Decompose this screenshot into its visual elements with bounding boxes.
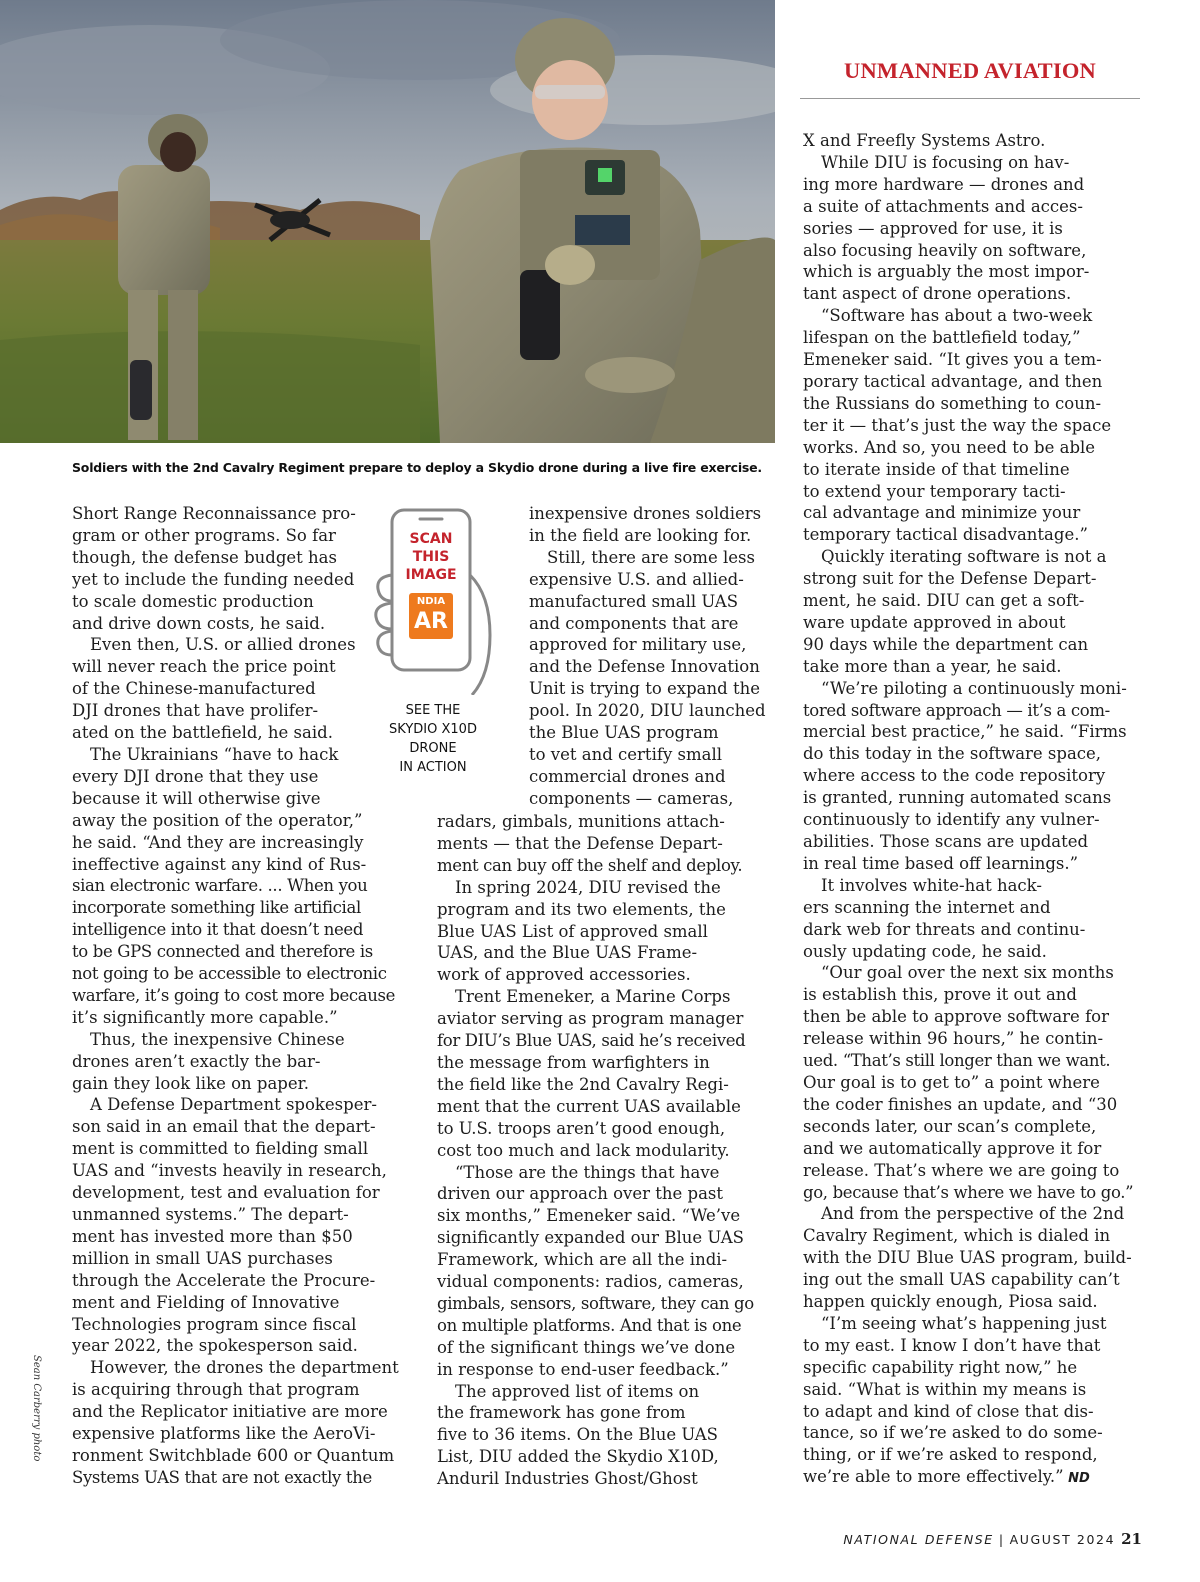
text-line: In spring 2024, DIU revised the bbox=[455, 877, 721, 897]
text-line: gimbals, sensors, software, they can go bbox=[437, 1293, 754, 1313]
text-line: works. And so, you need to be able bbox=[803, 437, 1096, 457]
text-line: Short Range Reconnaissance pro- bbox=[72, 504, 356, 523]
text-line: is granted, running automated scans bbox=[803, 788, 1112, 808]
article-column-1 bbox=[72, 503, 412, 1489]
text-line: UAS, and the Blue UAS Frame- bbox=[437, 943, 698, 963]
text-line: ment that the current UAS available bbox=[437, 1096, 741, 1116]
text-line: ued. “That’s still longer than we want. bbox=[803, 1051, 1111, 1071]
text-line: the coder finishes an update, and “30 bbox=[803, 1094, 1118, 1114]
text-line: the message from warfighters in bbox=[437, 1052, 710, 1072]
text-line: is establish this, prove it out and bbox=[803, 985, 1077, 1005]
ar-promo[interactable] bbox=[368, 505, 498, 777]
text-line: to scale domestic production bbox=[72, 591, 314, 611]
text-line: and drive down costs, he said. bbox=[72, 613, 326, 633]
text-line: A Defense Department spokesper- bbox=[90, 1095, 377, 1115]
text-line: Thus, the inexpensive Chinese bbox=[90, 1029, 345, 1049]
text-line: to vet and certify small bbox=[529, 744, 723, 764]
text-line: continuously to identify any vulner- bbox=[803, 810, 1100, 830]
text-line: ment and Fielding of Innovative bbox=[72, 1292, 340, 1312]
text-line: incorporate something like artificial bbox=[72, 898, 361, 918]
text-line: program and its two elements, the bbox=[437, 899, 726, 919]
text-line: DJI drones that have prolifer- bbox=[72, 701, 319, 721]
text-line: through the Accelerate the Procure- bbox=[72, 1270, 376, 1290]
text-line: approved for military use, bbox=[529, 635, 747, 655]
issue-date: AUGUST 2024 bbox=[1009, 1532, 1116, 1547]
text-line: manufactured small UAS bbox=[529, 591, 739, 611]
text-line: of the significant things we’ve done bbox=[437, 1337, 736, 1357]
text-line: dark web for threats and continu- bbox=[803, 919, 1086, 939]
text-line: Emeneker said. “It gives you a tem- bbox=[803, 350, 1102, 370]
text-line: Unit is trying to expand the bbox=[529, 679, 760, 699]
text-line: expensive U.S. and allied- bbox=[529, 569, 744, 589]
text-line: “Our goal over the next six months bbox=[821, 963, 1114, 983]
text-line: sian electronic warfare. ... When you bbox=[72, 876, 368, 896]
page-number: 21 bbox=[1121, 1530, 1142, 1548]
text-line: Still, there are some less bbox=[547, 547, 755, 567]
text-line: “Software has about a two-week bbox=[821, 306, 1093, 326]
text-line: abilities. Those scans are updated bbox=[803, 832, 1089, 851]
text-line: And from the perspective of the 2nd bbox=[821, 1204, 1125, 1224]
text-line: X and Freefly Systems Astro. bbox=[803, 131, 1046, 150]
article-column-3 bbox=[803, 130, 1143, 1490]
text-line: 90 days while the department can bbox=[803, 634, 1089, 654]
text-line: vidual components: radios, cameras, bbox=[437, 1272, 744, 1292]
text-line: While DIU is focusing on hav- bbox=[821, 152, 1070, 172]
text-line: Anduril Industries Ghost/Ghost bbox=[437, 1469, 698, 1489]
text-line: Framework, which are all the indi- bbox=[437, 1250, 728, 1270]
text-line: Systems UAS that are not exactly the bbox=[72, 1467, 372, 1487]
text-line: to extend your temporary tacti- bbox=[803, 481, 1066, 501]
text-line: components — cameras, bbox=[529, 788, 734, 808]
text-line: drones aren’t exactly the bar- bbox=[72, 1051, 321, 1071]
text-line: List, DIU added the Skydio X10D, bbox=[437, 1447, 719, 1467]
text-line: ronment Switchblade 600 or Quantum bbox=[72, 1445, 395, 1465]
text-line: Quickly iterating software is not a bbox=[821, 547, 1107, 567]
text-line: release. That’s where we are going to bbox=[803, 1160, 1120, 1180]
text-line: “Those are the things that have bbox=[455, 1162, 720, 1182]
text-line: will never reach the price point bbox=[72, 657, 336, 677]
text-line: sories — approved for use, it is bbox=[803, 218, 1063, 238]
text-line: every DJI drone that they use bbox=[72, 766, 319, 786]
text-line: take more than a year, he said. bbox=[803, 656, 1062, 676]
article-photo bbox=[0, 0, 775, 443]
text-line: where access to the code repository bbox=[803, 766, 1106, 786]
text-line: ment is committed to fielding small bbox=[72, 1139, 369, 1159]
text-line: and the Replicator initiative are more bbox=[72, 1402, 388, 1422]
text-line: mercial best practice,” he said. “Firms bbox=[803, 722, 1127, 742]
text-line: unmanned systems.” The depart- bbox=[72, 1205, 349, 1224]
text-line: ated on the battlefield, he said. bbox=[72, 723, 333, 743]
text-line: pool. In 2020, DIU launched bbox=[529, 701, 766, 721]
text-line: in response to end-user feedback.” bbox=[437, 1359, 729, 1379]
text-line: ers scanning the internet and bbox=[803, 897, 1051, 917]
text-line: of the Chinese-manufactured bbox=[72, 679, 316, 699]
text-line: ously updating code, he said. bbox=[803, 941, 1047, 961]
publication-name: NATIONAL DEFENSE bbox=[843, 1532, 994, 1547]
text-line: in real time based off learnings.” bbox=[803, 853, 1079, 873]
text-line: also focusing heavily on software, bbox=[803, 240, 1087, 260]
text-line: the Russians do something to coun- bbox=[803, 393, 1102, 413]
text-line: to adapt and kind of close that dis- bbox=[803, 1401, 1094, 1421]
section-divider bbox=[800, 98, 1140, 99]
text-line: However, the drones the department bbox=[90, 1358, 399, 1378]
text-line: though, the defense budget has bbox=[72, 547, 337, 567]
text-line: development, test and evaluation for bbox=[72, 1183, 380, 1203]
text-line: intelligence into it that doesn’t need bbox=[72, 920, 364, 940]
text-line: The Ukrainians “have to hack bbox=[90, 744, 339, 764]
text-line: which is arguably the most impor- bbox=[803, 262, 1090, 282]
text-line: tant aspect of drone operations. bbox=[803, 284, 1072, 304]
text-line: specific capability right now,” he bbox=[803, 1357, 1078, 1377]
text-line: because it will otherwise give bbox=[72, 788, 321, 808]
text-line: work of approved accessories. bbox=[437, 965, 691, 985]
text-line: expensive platforms like the AeroVi- bbox=[72, 1424, 376, 1444]
text-line: UAS and “invests heavily in research, bbox=[72, 1161, 387, 1181]
text-line: cost too much and lack modularity. bbox=[437, 1140, 730, 1160]
soldiers-drone-photo bbox=[0, 0, 775, 443]
text-line: warfare, it’s going to cost more because bbox=[72, 985, 396, 1005]
article-column-2-top bbox=[529, 503, 779, 810]
text-line: go, because that’s where we have to go.” bbox=[803, 1182, 1134, 1202]
text-line: the framework has gone from bbox=[437, 1403, 686, 1423]
photo-caption: Soldiers with the 2nd Cavalry Regiment prepare to deploy a Skydio drone during a live fire exercise. bbox=[72, 460, 762, 475]
text-line: for DIU’s Blue UAS, said he’s received bbox=[437, 1031, 746, 1051]
ar-promo-caption: SEE THE SKYDIO X10D DRONE IN ACTION bbox=[389, 703, 477, 775]
text-line: million in small UAS purchases bbox=[72, 1248, 333, 1268]
text-line: It involves white-hat hack- bbox=[821, 875, 1042, 895]
text-line: Technologies program since fiscal bbox=[72, 1314, 357, 1334]
text-line: and we automatically approve it for bbox=[803, 1138, 1102, 1158]
footer-separator: | bbox=[998, 1532, 1005, 1547]
text-line: yet to include the funding needed bbox=[72, 569, 355, 589]
text-line: “We’re piloting a continuously moni- bbox=[821, 678, 1127, 698]
text-line: and the Defense Innovation bbox=[529, 657, 760, 677]
text-line: happen quickly enough, Piosa said. bbox=[803, 1292, 1098, 1312]
text-line: in the field are looking for. bbox=[529, 525, 752, 545]
text-line: inexpensive drones soldiers bbox=[529, 504, 762, 523]
text-line: on multiple platforms. And that is one bbox=[437, 1315, 742, 1335]
text-line: not going to be accessible to electronic bbox=[72, 964, 387, 984]
text-line: driven our approach over the past bbox=[437, 1184, 724, 1204]
text-line: tored software approach — it’s a com- bbox=[803, 700, 1110, 720]
text-line: cal advantage and minimize your bbox=[803, 503, 1081, 523]
text-line: ment, he said. DIU can get a soft- bbox=[803, 591, 1085, 611]
text-line: with the DIU Blue UAS program, build- bbox=[803, 1248, 1132, 1268]
text-line: to U.S. troops aren’t good enough, bbox=[437, 1118, 726, 1138]
text-line: and components that are bbox=[529, 613, 739, 633]
text-line: ware update approved in about bbox=[803, 612, 1066, 632]
text-line: is acquiring through that program bbox=[72, 1380, 360, 1400]
text-line: gain they look like on paper. bbox=[72, 1073, 309, 1093]
text-line: Blue UAS List of approved small bbox=[437, 921, 708, 941]
text-line: ment has invested more than $50 bbox=[72, 1226, 353, 1246]
end-mark: ND bbox=[1063, 1471, 1090, 1487]
text-line: away the position of the operator,” bbox=[72, 810, 363, 830]
text-line: then be able to approve software for bbox=[803, 1007, 1109, 1027]
text-line: ment can buy off the shelf and deploy. bbox=[437, 855, 743, 875]
text-line: temporary tactical disadvantage.” bbox=[803, 525, 1088, 545]
text-line: ing more hardware — drones and bbox=[803, 174, 1085, 194]
ndia-ar-badge: NDIA AR bbox=[409, 593, 453, 639]
text-line: thing, or if we’re asked to respond, bbox=[803, 1445, 1098, 1465]
text-line: he said. “And they are increasingly bbox=[72, 832, 364, 852]
text-line: ineffective against any kind of Rus- bbox=[72, 854, 367, 874]
text-line: commercial drones and bbox=[529, 766, 726, 786]
text-line: lifespan on the battlefield today,” bbox=[803, 328, 1081, 348]
text-line: to be GPS connected and therefore is bbox=[72, 942, 373, 962]
text-line: tance, so if we’re asked to do some- bbox=[803, 1423, 1103, 1443]
text-line: a suite of attachments and acces- bbox=[803, 196, 1083, 216]
article-column-2-bottom bbox=[437, 811, 777, 1490]
text-line: do this today in the software space, bbox=[803, 744, 1102, 764]
text-line: we’re able to more effectively.” ND bbox=[803, 1467, 1090, 1487]
text-line: the Blue UAS program bbox=[529, 723, 719, 743]
text-line: “I’m seeing what’s happening just bbox=[821, 1313, 1107, 1333]
text-line: aviator serving as program manager bbox=[437, 1009, 744, 1029]
scan-this-image-label: SCAN THIS IMAGE bbox=[405, 531, 457, 583]
text-line: release within 96 hours,” he contin- bbox=[803, 1029, 1104, 1049]
text-line: significantly expanded our Blue UAS bbox=[437, 1228, 744, 1248]
text-line: five to 36 items. On the Blue UAS bbox=[437, 1425, 718, 1445]
text-line: to my east. I know I don’t have that bbox=[803, 1335, 1101, 1355]
text-line: said. “What is within my means is bbox=[803, 1379, 1087, 1399]
text-line: The approved list of items on bbox=[455, 1381, 700, 1401]
text-line: son said in an email that the depart- bbox=[72, 1117, 376, 1137]
text-line: the field like the 2nd Cavalry Regi- bbox=[437, 1074, 729, 1094]
text-line: six months,” Emeneker said. “We’ve bbox=[437, 1206, 741, 1226]
text-line: it’s significantly more capable.” bbox=[72, 1007, 338, 1027]
text-line: Even then, U.S. or allied drones bbox=[90, 635, 356, 655]
text-line: strong suit for the Defense Depart- bbox=[803, 569, 1097, 589]
text-line: to iterate inside of that timeline bbox=[803, 459, 1070, 479]
text-line: ter it — that’s just the way the space bbox=[803, 415, 1112, 435]
section-title: UNMANNED AVIATION bbox=[844, 58, 1096, 83]
text-line: ments — that the Defense Depart- bbox=[437, 833, 723, 853]
text-line: porary tactical advantage, and then bbox=[803, 371, 1103, 391]
photo-credit: Sean Carberry photo bbox=[31, 1355, 42, 1462]
text-line: Our goal is to get to” a point where bbox=[803, 1072, 1100, 1092]
text-line: Trent Emeneker, a Marine Corps bbox=[455, 987, 731, 1007]
text-line: ing out the small UAS capability can’t bbox=[803, 1270, 1120, 1290]
page-footer bbox=[843, 1530, 1142, 1548]
text-line: seconds later, our scan’s complete, bbox=[803, 1116, 1097, 1136]
text-line: Cavalry Regiment, which is dialed in bbox=[803, 1226, 1111, 1246]
text-line: year 2022, the spokesperson said. bbox=[72, 1336, 358, 1356]
text-line: gram or other programs. So far bbox=[72, 525, 336, 545]
text-line: radars, gimbals, munitions attach- bbox=[437, 812, 725, 831]
